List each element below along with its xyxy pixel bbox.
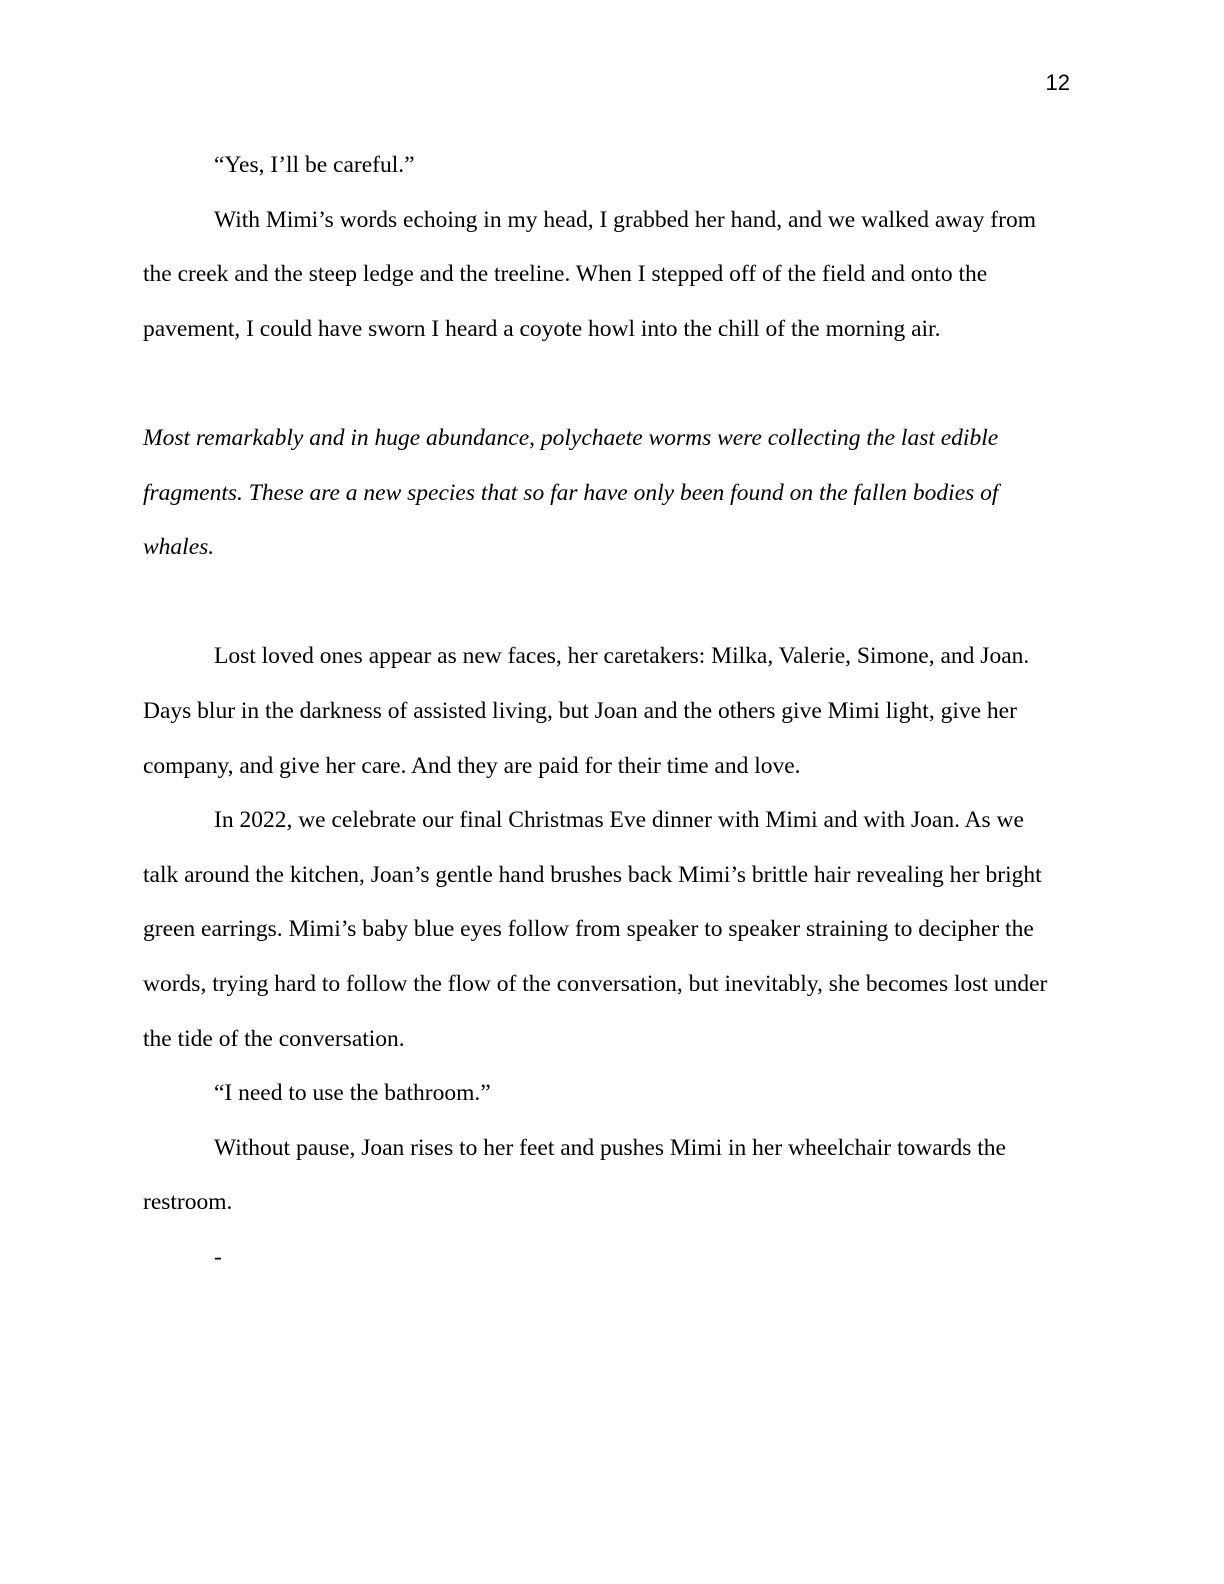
document-body: [143, 138, 1068, 1284]
text-line: green earrings. Mimi’s baby blue eyes follow from speaker to speaker straining to decipher the: [143, 916, 1034, 943]
text-line: words, trying hard to follow the flow of the conversation, but inevitably, she becomes lost under: [143, 970, 1048, 997]
text-line: Days blur in the darkness of assisted living, but Joan and the others give Mimi light, give her: [143, 697, 1017, 724]
text-line: the creek and the steep ledge and the treeline. When I stepped off of the field and onto the: [143, 261, 988, 288]
text-line: Most remarkably and in huge abundance, polychaete worms were collecting the last edible: [143, 424, 999, 451]
text-line: Without pause, Joan rises to her feet and pushes Mimi in her wheelchair towards the: [214, 1134, 1006, 1161]
text-line: In 2022, we celebrate our final Christmas Eve dinner with Mimi and with Joan. As we: [214, 807, 1024, 834]
narrative-paragraph: [143, 793, 1068, 1066]
page-number: 12: [1045, 70, 1070, 95]
text-line: talk around the kitchen, Joan’s gentle hand brushes back Mimi’s brittle hair revealing her bright: [143, 861, 1042, 888]
narrative-paragraph: [143, 1121, 1068, 1230]
text-line: pavement, I could have sworn I heard a coyote howl into the chill of the morning air.: [143, 315, 941, 342]
narrative-paragraph: [143, 193, 1068, 357]
section-break: [143, 356, 1068, 411]
section-break: [143, 575, 1068, 630]
text-line: fragments. These are a new species that so far have only been found on the fallen bodies of: [143, 479, 999, 506]
text-line: restroom.: [143, 1189, 233, 1216]
dialogue-paragraph: “I need to use the bathroom.”: [214, 1080, 491, 1107]
text-line: With Mimi’s words echoing in my head, I grabbed her hand, and we walked away from: [214, 206, 1036, 233]
dialogue-paragraph: “Yes, I’ll be careful.”: [214, 152, 415, 178]
text-line: the tide of the conversation.: [143, 1025, 405, 1052]
dash-separator: -: [214, 1243, 222, 1270]
text-line: whales.: [143, 534, 215, 561]
narrative-paragraph: [143, 629, 1068, 793]
italic-interlude-paragraph: [143, 411, 1068, 575]
text-line: Lost loved ones appear as new faces, her caretakers: Milka, Valerie, Simone, and Joan.: [214, 643, 1030, 670]
text-line: company, and give her care. And they are paid for their time and love.: [143, 752, 801, 779]
